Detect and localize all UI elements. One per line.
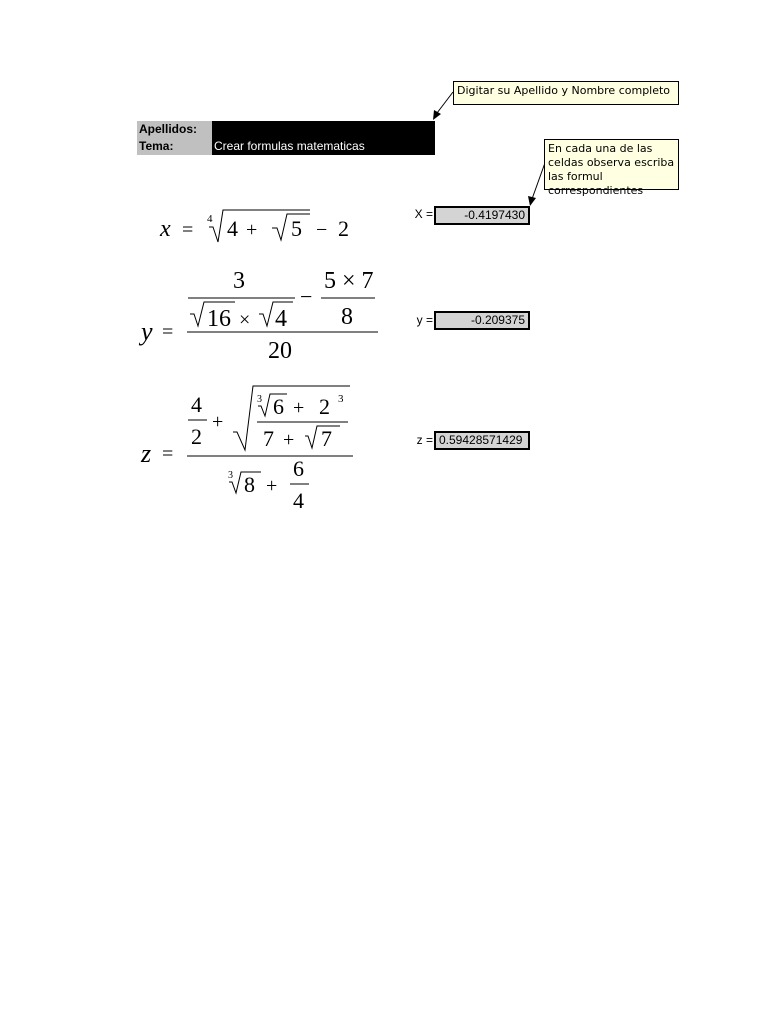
z-four-den: 4 <box>293 488 304 513</box>
y-var: y <box>141 317 153 346</box>
z-cbrt-index: 3 <box>257 394 262 405</box>
z-exp: 3 <box>338 393 344 405</box>
z-seven2: 7 <box>321 426 332 451</box>
tema-label: Tema: <box>137 138 212 155</box>
y-num-top: 3 <box>233 268 245 294</box>
z-eq: = <box>162 443 174 465</box>
z-result-label: z = <box>416 433 433 447</box>
y-frac2-num: 5 × 7 <box>324 268 374 294</box>
name-comment-note: Digitar su Apellido y Nombre completo <box>453 81 679 105</box>
z-frac-den: 2 <box>191 424 202 449</box>
z-plus2: + <box>293 397 305 419</box>
apellidos-label: Apellidos: <box>137 121 212 138</box>
z-plus3: + <box>283 429 295 451</box>
z-six-num: 6 <box>293 456 304 481</box>
y-sqrt2: 4 <box>275 306 287 332</box>
name-note-arrow-line <box>437 92 453 113</box>
z-two: 2 <box>319 394 330 419</box>
z-eight: 8 <box>244 472 255 497</box>
z-six: 6 <box>273 394 284 419</box>
z-den-index: 3 <box>228 470 233 481</box>
y-frac2-den: 8 <box>341 304 353 330</box>
x-var: x <box>160 216 171 242</box>
y-den: 20 <box>268 338 292 364</box>
formula-note-arrow-head <box>528 196 536 206</box>
x-result-label: X = <box>414 207 433 221</box>
z-frac-num: 4 <box>191 392 202 417</box>
formula-z <box>135 380 365 515</box>
y-result-label: y = <box>416 313 433 327</box>
x-b: 2 <box>338 216 349 241</box>
z-var: z <box>141 439 152 468</box>
x-inner: 5 <box>291 216 302 241</box>
y-times: × <box>239 309 251 331</box>
x-plus: + <box>246 219 258 241</box>
z-result-cell[interactable]: 0.59428571429 <box>434 431 530 450</box>
x-root-index: 4 <box>207 213 213 225</box>
x-a: 4 <box>227 216 238 241</box>
x-eq: = <box>182 219 194 241</box>
y-minus: − <box>300 284 313 309</box>
formula-x <box>150 200 380 250</box>
y-sqrt1: 16 <box>207 306 231 332</box>
x-result-cell[interactable]: -0.4197430 <box>434 206 530 225</box>
z-plus4: + <box>266 475 278 497</box>
z-plus: + <box>212 411 224 433</box>
y-eq: = <box>162 321 174 343</box>
formula-comment-note: En cada una de las celdas observa escriba las formul correspondientes <box>544 139 679 190</box>
x-minus: − <box>316 219 328 241</box>
name-note-arrow-head <box>433 110 441 120</box>
z-seven: 7 <box>263 426 274 451</box>
comment-arrows <box>0 0 768 260</box>
formula-y <box>135 262 385 372</box>
tema-value-cell[interactable]: Crear formulas matematicas <box>212 138 435 155</box>
y-result-cell[interactable]: -0.209375 <box>434 311 530 330</box>
